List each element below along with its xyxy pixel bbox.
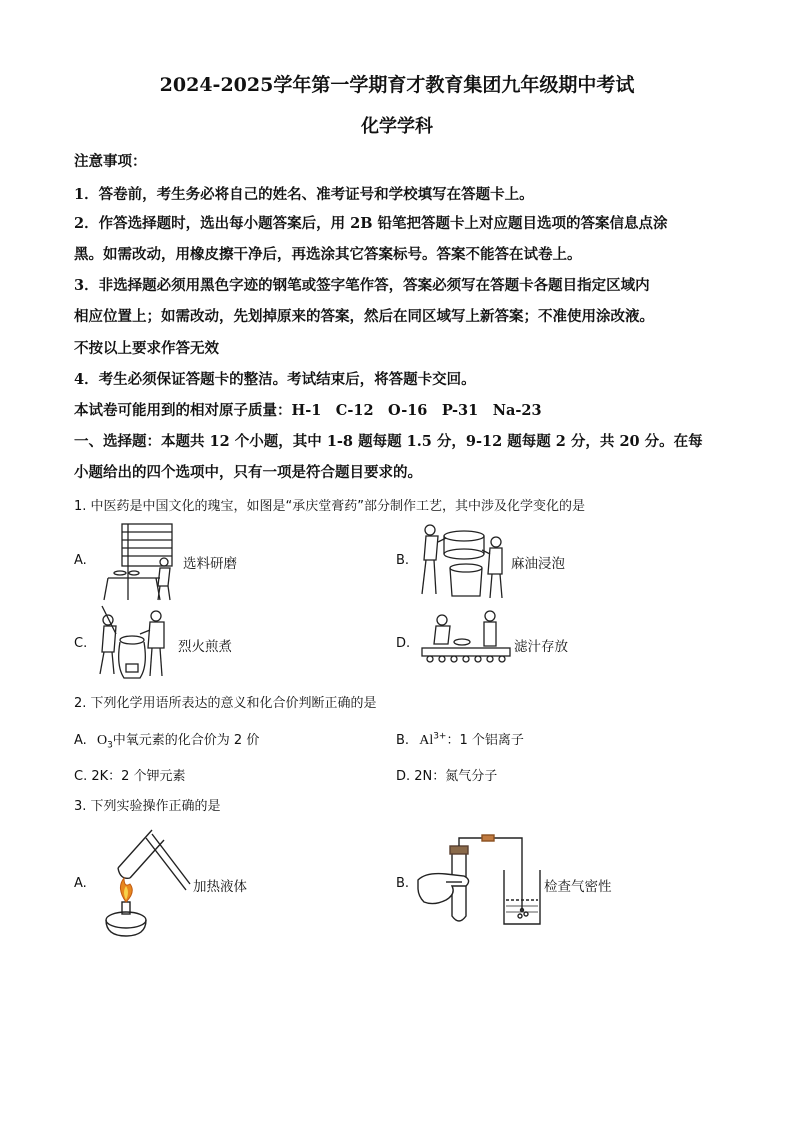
q3-stem: 3. 下列实验操作正确的是 (74, 799, 221, 814)
exam-title: 2024-2025学年第一学期育才教育集团九年级期中考试 (159, 74, 635, 96)
note-2-line1: 2．作答选择题时，选出每小题答案后，用 2B 铅笔把答题卡上对应题目选项的答案信息点涂 (74, 215, 668, 232)
q1-option-b-letter: B. (396, 553, 410, 568)
q2-option-a (74, 729, 259, 751)
q1-option-c-label: 烈火煎煮 (178, 639, 232, 655)
airtightness-check-icon (416, 830, 542, 930)
q2-option-a-letter: A. (74, 733, 87, 748)
q3-option-a-label: 加热液体 (193, 879, 247, 895)
q1-option-d-letter: D. (396, 636, 411, 651)
note-4: 4．考生必须保证答题卡的整洁。考试结束后，将答题卡交回。 (74, 371, 476, 388)
q3-option-b-label: 检查气密性 (544, 879, 612, 895)
q1-option-a-letter: A. (74, 553, 87, 568)
q1-option-c-letter: C. (74, 636, 88, 651)
q1-stem: 1. 中医药是中国文化的瑰宝，如图是“承庆堂膏药”部分制作工艺，其中涉及化学变化的是 (74, 499, 586, 514)
q3-option-a-letter: A. (74, 876, 87, 891)
q2-option-b-formula: Al (419, 733, 434, 748)
q2-option-a-formula: O (96, 733, 108, 748)
grinding-illustration-icon (98, 520, 180, 604)
q1-option-b-label: 麻油浸泡 (511, 556, 565, 572)
q1-option-a-label: 选料研磨 (183, 556, 237, 572)
q2-option-c: C. 2K：2 个钾元素 (74, 769, 186, 784)
q2-option-b (396, 729, 524, 749)
q1-option-d-label: 滤汁存放 (514, 639, 568, 655)
notes-heading: 注意事项： (74, 153, 147, 170)
q2-stem: 2. 下列化学用语所表达的意义和化合价判断正确的是 (74, 696, 377, 711)
q2-option-a-subscript: 3 (107, 740, 113, 751)
q2-option-b-superscript: 3+ (433, 731, 447, 742)
soaking-illustration-icon (416, 520, 508, 602)
note-3-line3: 不按以上要求作答无效 (74, 340, 219, 357)
heating-liquid-icon (90, 822, 190, 940)
section1-line1: 一、选择题：本题共 12 个小题，其中 1-8 题每题 1.5 分，9-12 题每题 2 分，共 20 分。在每 (74, 433, 703, 450)
boiling-illustration-icon (94, 604, 176, 684)
q2-option-a-text: 中氧元素的化合价为 2 价 (112, 733, 260, 748)
subject-title: 化学学科 (361, 116, 433, 137)
q2-option-b-text: ：1 个铝离子 (446, 733, 524, 748)
note-3-line1: 3．非选择题必须用黑色字迹的钢笔或签字笔作答，答案必须写在答题卡各题目指定区域内 (74, 277, 650, 294)
section1-line2: 小题给出的四个选项中，只有一项是符合题目要求的。 (74, 464, 422, 481)
q2-option-d: D. 2N：氮气分子 (396, 769, 498, 784)
atomic-masses: 本试卷可能用到的相对原子质量：H-1 C-12 O-16 P-31 Na-23 (74, 402, 542, 419)
note-1: 1．答卷前，考生务必将自己的姓名、准考证号和学校填写在答题卡上。 (74, 186, 534, 203)
filtering-illustration-icon (418, 610, 514, 666)
q3-option-b-letter: B. (396, 876, 410, 891)
note-3-line2: 相应位置上；如需改动，先划掉原来的答案，然后在同区域写上新答案；不准使用涂改液。 (74, 308, 654, 325)
note-2-line2: 黑。如需改动，用橡皮擦干净后，再选涂其它答案标号。答案不能答在试卷上。 (74, 246, 582, 263)
q2-option-b-letter: B. (396, 733, 410, 748)
